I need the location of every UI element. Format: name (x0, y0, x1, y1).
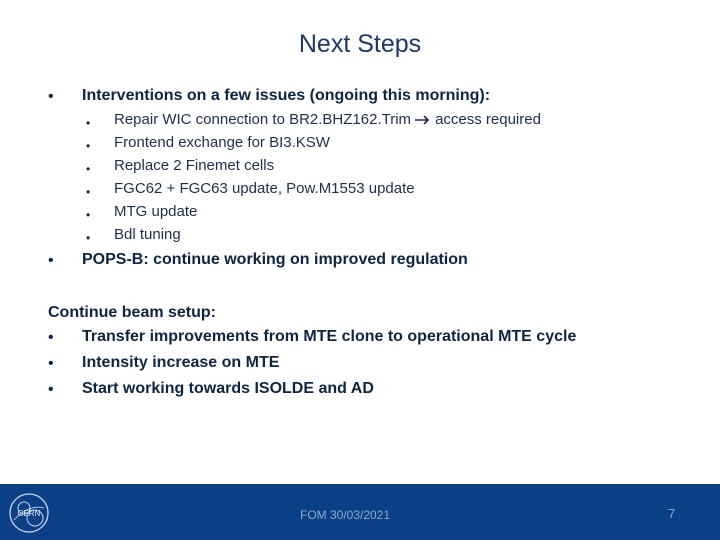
bullet: • (86, 139, 91, 153)
bullet: • (86, 208, 91, 222)
continue-heading: Continue beam setup: (48, 304, 217, 321)
sub-item-1-text: Repair WIC connection to BR2.BHZ162.Trim (114, 111, 412, 128)
footer-bar (0, 484, 720, 540)
bullet: • (86, 231, 91, 245)
bullet: • (86, 116, 91, 130)
page-number: 7 (668, 506, 676, 521)
bullet: • (48, 252, 54, 269)
sub-item-6: Bdl tuning (114, 226, 181, 243)
sub-item-5: MTG update (114, 203, 198, 220)
bullet: • (48, 329, 54, 346)
continue-item-2: Intensity increase on MTE (82, 354, 280, 371)
sub-item-1-suffix: access required (435, 111, 541, 128)
pops-item: POPS-B: continue working on improved regulation (82, 251, 468, 268)
sub-item-2: Frontend exchange for BI3.KSW (114, 134, 330, 151)
sub-item-3: Replace 2 Finemet cells (114, 157, 275, 174)
bullet: • (48, 88, 54, 105)
slide-title: Next Steps (298, 30, 422, 58)
cern-logo-icon (8, 492, 50, 534)
sub-item-1 (114, 111, 541, 128)
bullet: • (48, 355, 54, 372)
arrow-right-icon (415, 115, 431, 125)
sub-item-4: FGC62 + FGC63 update, Pow.M1553 update (114, 180, 415, 197)
interventions-heading: Interventions on a few issues (ongoing this morning): (82, 87, 491, 104)
logo-text: CERN (17, 509, 41, 518)
bullet: • (48, 381, 54, 398)
bullet: • (86, 185, 91, 199)
continue-item-1: Transfer improvements from MTE clone to operational MTE cycle (82, 328, 577, 345)
continue-item-3: Start working towards ISOLDE and AD (82, 380, 374, 397)
bullet: • (86, 162, 91, 176)
footer-text: FOM 30/03/2021 (300, 508, 391, 522)
